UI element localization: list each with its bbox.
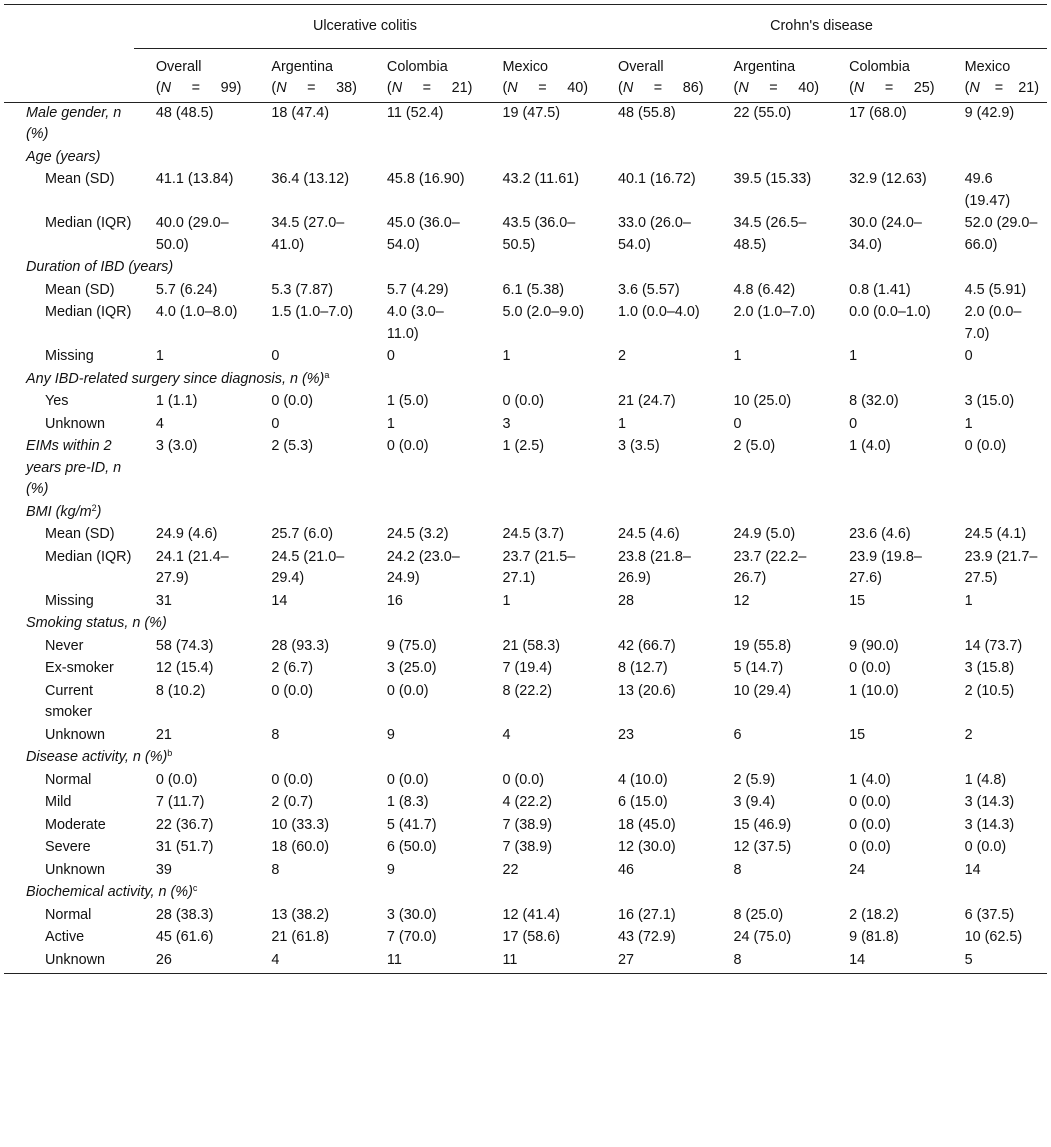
table-cell: 9 (42.9) xyxy=(964,104,1015,121)
table-cell: 3 xyxy=(502,415,511,432)
table-cell: 15 xyxy=(849,726,866,743)
table-row xyxy=(4,346,1047,369)
table-cell: 2 xyxy=(618,348,627,364)
table-cell: 14 (73.7) xyxy=(964,637,1023,654)
table-cell: 3 (14.3) xyxy=(964,794,1015,810)
table-cell: 10 (33.3) xyxy=(271,816,329,833)
column-header-name: Argentina xyxy=(271,58,333,75)
table-cell: 0 (0.0) xyxy=(849,839,891,855)
table-cell: 0 (0.0) xyxy=(964,438,1007,454)
table-row xyxy=(4,950,1047,974)
row-label: Unknown xyxy=(45,415,105,432)
table-row xyxy=(4,102,1047,147)
table-cell: 8 (32.0) xyxy=(849,393,899,409)
table-row xyxy=(4,436,1047,502)
column-header-name: Overall xyxy=(618,58,664,75)
table-cell: 16 xyxy=(386,592,403,609)
table-cell: 27 xyxy=(596,950,712,974)
table-cell: 17 (58.6) xyxy=(502,929,561,945)
group-header-cd: Crohn's disease xyxy=(596,5,1047,49)
column-header xyxy=(134,48,250,102)
table-cell: 24 xyxy=(849,861,866,878)
section-label: Duration of IBD (years) xyxy=(26,259,174,275)
row-label: Mean (SD) xyxy=(45,171,115,187)
table-cell: 6.1 (5.38) xyxy=(502,281,565,298)
table-cell: 0 xyxy=(849,415,858,432)
table-cell: 9 xyxy=(386,861,395,878)
table-cell: 2.0 (1.0–7.0) xyxy=(733,304,816,320)
table-cell: 1 (10.0) xyxy=(849,682,899,699)
table-cell: 0 (0.0) xyxy=(155,771,198,788)
table-row xyxy=(4,725,1047,748)
table-cell: 0 xyxy=(964,348,973,364)
table-cell: 0 (0.0) xyxy=(271,393,313,409)
table-row xyxy=(4,213,1047,257)
table-header xyxy=(4,5,1047,103)
table-cell: 48 (48.5) xyxy=(155,104,214,121)
section-row xyxy=(4,369,1047,392)
table-cell: 9 (75.0) xyxy=(386,637,437,654)
table-cell: 1 (4.8) xyxy=(964,771,1007,788)
table-cell: 3.6 (5.57) xyxy=(618,281,680,298)
table-cell: 52.0 (29.0–66.0) xyxy=(964,215,1038,253)
table-cell: 3 (15.0) xyxy=(964,393,1015,409)
table-cell: 18 (47.4) xyxy=(271,104,329,121)
table-cell: 6 xyxy=(733,726,742,743)
table-cell: 1 (4.0) xyxy=(849,438,891,454)
column-header-name: Colombia xyxy=(849,58,910,75)
table-cell: 0 xyxy=(271,415,280,432)
table-cell: 4 xyxy=(155,415,164,432)
table-row xyxy=(4,837,1047,860)
table-cell: 9 (90.0) xyxy=(849,637,899,654)
table-cell: 22 xyxy=(502,861,519,878)
column-header-n: (N = 40) xyxy=(733,80,820,96)
row-label: Missing xyxy=(45,592,94,609)
row-label: EIMs within 2 years pre-ID, n (%) xyxy=(26,438,122,497)
column-header-n: (N = 38) xyxy=(271,80,357,96)
table-cell: 28 xyxy=(618,592,635,609)
table-row xyxy=(4,391,1047,414)
table-row xyxy=(4,414,1047,437)
table-cell: 0 (0.0) xyxy=(386,438,429,454)
table-cell: 26 xyxy=(134,950,250,974)
row-label: Median (IQR) xyxy=(45,304,132,320)
table-cell: 0.0 (0.0–1.0) xyxy=(849,304,931,320)
table-cell: 0 (0.0) xyxy=(964,839,1007,855)
table-cell: 1 xyxy=(733,348,742,364)
table-cell: 9 (81.8) xyxy=(849,929,899,945)
table-cell: 21 (58.3) xyxy=(502,637,561,654)
table-row xyxy=(4,658,1047,681)
table-row xyxy=(4,815,1047,838)
section-label: Disease activity, n (%)$^b$ xyxy=(26,748,173,765)
table-cell: 9 xyxy=(386,726,395,743)
column-header-name: Mexico xyxy=(502,58,549,75)
table-cell: 12 (37.5) xyxy=(733,839,792,855)
table-cell: 31 xyxy=(155,592,172,609)
table-cell: 43.2 (11.61) xyxy=(502,171,579,187)
table-cell: 4.5 (5.91) xyxy=(964,281,1027,298)
table-cell: 24 (75.0) xyxy=(733,929,792,945)
table-cell: 40.0 (29.0–50.0) xyxy=(155,215,229,253)
table-cell: 1 xyxy=(618,415,627,432)
table-cell: 13 (20.6) xyxy=(618,682,676,699)
table-cell: 6 (15.0) xyxy=(618,794,668,810)
table-cell: 5.7 (4.29) xyxy=(386,281,449,298)
table-cell: 11 (52.4) xyxy=(386,104,444,121)
table-cell: 8 xyxy=(271,861,280,878)
table-cell: 10 (62.5) xyxy=(964,929,1023,945)
table-cell: 18 (45.0) xyxy=(618,816,676,833)
column-header-n: (N = 86) xyxy=(618,80,704,96)
table-cell: 14 xyxy=(271,592,288,609)
table-cell: 46 xyxy=(618,861,635,878)
table-cell: 28 (38.3) xyxy=(155,906,214,923)
column-header-name: Colombia xyxy=(386,58,448,75)
group-header-row xyxy=(4,5,1047,49)
section-label: BMI $(kg/m^2)$ xyxy=(26,502,102,520)
row-label: Median (IQR) xyxy=(45,548,132,565)
table-cell: 0 (0.0) xyxy=(849,816,891,833)
table-row xyxy=(4,547,1047,591)
table-cell: 0 (0.0) xyxy=(271,771,313,788)
table-cell: 43.5 (36.0–50.5) xyxy=(502,215,576,253)
table-cell: 23.6 (4.6) xyxy=(849,526,911,542)
corner-cell xyxy=(4,48,134,102)
row-label: Mild xyxy=(45,794,72,810)
table-cell: 41.1 (13.84) xyxy=(155,171,234,187)
corner-cell xyxy=(4,5,134,49)
table-cell: 7 (11.7) xyxy=(155,794,205,810)
table-cell: 21 (61.8) xyxy=(271,929,329,945)
table-cell: 3 (30.0) xyxy=(386,906,437,923)
row-label: Never xyxy=(45,637,84,654)
table-cell: 2 (6.7) xyxy=(271,660,313,676)
table-cell: 45.8 (16.90) xyxy=(386,171,465,187)
table-cell: 0 (0.0) xyxy=(386,771,429,788)
table-cell: 0 xyxy=(271,348,280,364)
table-cell: 8 xyxy=(712,950,828,974)
column-header-name: Overall xyxy=(155,58,202,75)
table-cell: 5.7 (6.24) xyxy=(155,281,218,298)
table-cell: 40.1 (16.72) xyxy=(618,171,696,187)
table-cell: 2 (0.7) xyxy=(271,794,313,810)
table-cell: 4 (22.2) xyxy=(502,794,553,810)
table-cell: 24.5 (3.2) xyxy=(386,526,449,542)
table-cell: 2 (5.3) xyxy=(271,438,313,454)
row-label: Unknown xyxy=(45,726,105,743)
table-cell: 18 (60.0) xyxy=(271,839,329,855)
table-cell: 23.9 (19.8–27.6) xyxy=(849,548,922,586)
table-cell: 33.0 (26.0–54.0) xyxy=(618,215,691,253)
table-cell: 1 xyxy=(155,348,164,364)
table-cell: 1.5 (1.0–7.0) xyxy=(271,304,353,320)
table-body xyxy=(4,102,1047,974)
table-row xyxy=(4,927,1047,950)
table-cell: 34.5 (26.5–48.5) xyxy=(733,215,807,253)
table-row xyxy=(4,591,1047,614)
row-label: Severe xyxy=(45,839,91,855)
table-cell: 1.0 (0.0–4.0) xyxy=(618,304,700,320)
table-cell: 1 xyxy=(502,348,511,364)
table-cell: 11 xyxy=(365,950,481,974)
table-cell: 23.8 (21.8–26.9) xyxy=(618,548,691,586)
table-cell: 0 (0.0) xyxy=(849,660,891,676)
table-cell: 15 xyxy=(849,592,866,609)
baseline-characteristics-table xyxy=(4,4,1047,974)
table-cell: 14 xyxy=(964,861,981,878)
table-cell: 10 (25.0) xyxy=(733,393,792,409)
table-cell: 0 (0.0) xyxy=(502,393,545,409)
column-header-n: (N = 40) xyxy=(502,80,588,96)
table-cell: 48 (55.8) xyxy=(618,104,676,121)
table-cell: 58 (74.3) xyxy=(155,637,214,654)
table-cell: 0 (0.0) xyxy=(502,771,545,788)
row-label: Yes xyxy=(45,393,69,409)
table-cell: 4.8 (6.42) xyxy=(733,281,796,298)
table-cell: 24.5 (3.7) xyxy=(502,526,565,542)
column-header xyxy=(249,48,365,102)
table-cell: 2 (5.0) xyxy=(733,438,776,454)
table-cell: 24.2 (23.0–24.9) xyxy=(386,548,460,586)
table-cell: 6 (50.0) xyxy=(386,839,437,855)
table-row xyxy=(4,524,1047,547)
row-label: Normal xyxy=(45,906,92,923)
section-row xyxy=(4,747,1047,770)
table-cell: 34.5 (27.0–41.0) xyxy=(271,215,345,253)
column-header xyxy=(827,48,943,102)
column-header-name: Argentina xyxy=(733,58,796,75)
table-cell: 2 (18.2) xyxy=(849,906,899,923)
table-cell: 24.9 (5.0) xyxy=(733,526,796,542)
row-label: Ex-smoker xyxy=(45,660,114,676)
row-label: Mean (SD) xyxy=(45,526,115,542)
table-cell: 5 xyxy=(943,950,1047,974)
table-cell: 49.6 (19.47) xyxy=(964,171,1011,209)
table-cell: 24.1 (21.4–27.9) xyxy=(155,548,229,586)
table-row xyxy=(4,280,1047,303)
table-cell: 6 (37.5) xyxy=(964,906,1015,923)
table-cell: 36.4 (13.12) xyxy=(271,171,349,187)
table-cell: 5 (41.7) xyxy=(386,816,437,833)
table-cell: 4.0 (1.0–8.0) xyxy=(155,304,238,320)
table-row xyxy=(4,905,1047,928)
table-cell: 15 (46.9) xyxy=(733,816,792,833)
row-label: Unknown xyxy=(45,861,105,878)
table-cell: 24.5 (21.0–29.4) xyxy=(271,548,345,586)
table-cell: 4 xyxy=(249,950,365,974)
table-cell: 8 (22.2) xyxy=(502,682,553,699)
table-cell: 23.9 (21.7–27.5) xyxy=(964,548,1038,586)
column-header xyxy=(596,48,712,102)
table-cell: 1 (4.0) xyxy=(849,771,891,788)
row-label: Mean (SD) xyxy=(45,281,115,298)
row-label: Active xyxy=(45,929,85,945)
row-label: Median (IQR) xyxy=(45,215,132,231)
column-header-n: (N = 25) xyxy=(849,80,935,96)
row-label: Missing xyxy=(45,348,94,364)
table-cell: 8 (12.7) xyxy=(618,660,668,676)
row-label: Current smoker xyxy=(45,682,93,720)
table-cell: 21 xyxy=(155,726,172,743)
table-row xyxy=(4,770,1047,793)
table-cell: 1 (2.5) xyxy=(502,438,545,454)
table-cell: 1 (5.0) xyxy=(386,393,429,409)
table-cell: 4 xyxy=(502,726,511,743)
table-cell: 7 (70.0) xyxy=(386,929,437,945)
table-cell: 39 xyxy=(155,861,172,878)
table-cell: 2 (10.5) xyxy=(964,682,1015,699)
column-header xyxy=(365,48,481,102)
table-cell: 3 (14.3) xyxy=(964,816,1015,833)
row-label: Unknown xyxy=(4,950,134,974)
section-label: Any IBD-related surgery since diagnosis, n (%)$^a$ xyxy=(26,369,330,387)
column-header xyxy=(480,48,596,102)
table-cell: 24.5 (4.1) xyxy=(964,526,1027,542)
section-label: Smoking status, n (%) xyxy=(26,615,167,631)
table-cell: 8 (25.0) xyxy=(733,906,784,923)
table-cell: 12 (41.4) xyxy=(502,906,561,923)
row-label: Male gender, n (%) xyxy=(26,104,122,142)
column-header xyxy=(943,48,1047,102)
table-cell: 3 (9.4) xyxy=(733,794,776,810)
table-cell: 1 xyxy=(386,415,395,432)
section-row xyxy=(4,147,1047,170)
column-header-n: (N = 99) xyxy=(155,80,242,96)
table-cell: 25.7 (6.0) xyxy=(271,526,333,542)
table-cell: 30.0 (24.0–34.0) xyxy=(849,215,922,253)
table-cell: 8 (10.2) xyxy=(155,682,206,699)
table-cell: 1 xyxy=(964,592,973,609)
table-cell: 4.0 (3.0–11.0) xyxy=(386,304,444,342)
table-cell: 3 (3.5) xyxy=(618,438,660,454)
table-cell: 23.7 (22.2–26.7) xyxy=(733,548,807,586)
table-row xyxy=(4,636,1047,659)
table-cell: 16 (27.1) xyxy=(618,906,676,923)
table-cell: 12 xyxy=(733,592,750,609)
row-label: Moderate xyxy=(45,816,106,833)
section-label: Age (years) xyxy=(26,148,101,165)
table-cell: 19 (55.8) xyxy=(733,637,792,654)
group-header-uc: Ulcerative colitis xyxy=(134,5,596,49)
table-row xyxy=(4,169,1047,213)
table-cell: 0 xyxy=(386,348,395,364)
table-cell: 42 (66.7) xyxy=(618,637,676,654)
table-cell: 23 xyxy=(618,726,635,743)
table-cell: 1 xyxy=(849,348,858,364)
column-header xyxy=(712,48,828,102)
column-header-n: (N = 21) xyxy=(964,80,1039,96)
table-cell: 1 (1.1) xyxy=(155,393,198,409)
table-cell: 22 (55.0) xyxy=(733,104,792,121)
table-cell: 12 (30.0) xyxy=(618,839,676,855)
table-cell: 5.0 (2.0–9.0) xyxy=(502,304,585,320)
table-cell: 1 xyxy=(964,415,973,432)
table-cell: 8 xyxy=(733,861,742,878)
table-cell: 22 (36.7) xyxy=(155,816,214,833)
table-cell: 32.9 (12.63) xyxy=(849,171,927,187)
table-cell: 0 (0.0) xyxy=(271,682,313,699)
table-row xyxy=(4,302,1047,346)
section-row xyxy=(4,502,1047,525)
table-cell: 7 (19.4) xyxy=(502,660,553,676)
column-header-row xyxy=(4,48,1047,102)
table-cell: 19 (47.5) xyxy=(502,104,561,121)
table-cell: 11 xyxy=(480,950,596,974)
table-row xyxy=(4,860,1047,883)
table-cell: 3 (3.0) xyxy=(155,438,198,454)
table-cell: 0 xyxy=(733,415,742,432)
table-cell: 5 (14.7) xyxy=(733,660,784,676)
table-cell: 2 xyxy=(964,726,973,743)
table-cell: 43 (72.9) xyxy=(618,929,676,945)
table-cell: 24.5 (4.6) xyxy=(618,526,680,542)
table-cell: 17 (68.0) xyxy=(849,104,907,121)
row-label: Normal xyxy=(45,771,92,788)
table-cell: 28 (93.3) xyxy=(271,637,329,654)
table-cell: 7 (38.9) xyxy=(502,816,553,833)
table-cell: 0 (0.0) xyxy=(386,682,429,699)
table-cell: 39.5 (15.33) xyxy=(733,171,812,187)
table-cell: 5.3 (7.87) xyxy=(271,281,333,298)
table-cell: 0.8 (1.41) xyxy=(849,281,911,298)
table-cell: 45 (61.6) xyxy=(155,929,214,945)
table-cell: 21 (24.7) xyxy=(618,393,676,409)
table-cell: 2 (5.9) xyxy=(733,771,776,788)
section-row xyxy=(4,257,1047,280)
section-label: Biochemical activity, n (%)$^c$ xyxy=(26,883,198,900)
section-row xyxy=(4,613,1047,636)
table-cell: 0 (0.0) xyxy=(849,794,891,810)
table-cell: 2.0 (0.0–7.0) xyxy=(964,304,1022,342)
column-header-name: Mexico xyxy=(964,58,1011,75)
table-cell: 24.9 (4.6) xyxy=(155,526,218,542)
table-cell: 1 (8.3) xyxy=(386,794,429,810)
table-cell: 23.7 (21.5–27.1) xyxy=(502,548,576,586)
table-row xyxy=(4,792,1047,815)
table-cell: 7 (38.9) xyxy=(502,839,553,855)
table-cell: 4 (10.0) xyxy=(618,771,668,788)
table-cell: 3 (15.8) xyxy=(964,660,1015,676)
table-cell: 31 (51.7) xyxy=(155,839,214,855)
table-cell: 3 (25.0) xyxy=(386,660,437,676)
table-cell: 45.0 (36.0–54.0) xyxy=(386,215,460,253)
table-cell: 10 (29.4) xyxy=(733,682,792,699)
section-row xyxy=(4,882,1047,905)
table-cell: 1 xyxy=(502,592,511,609)
table-row xyxy=(4,681,1047,725)
table-cell: 14 xyxy=(827,950,943,974)
column-header-n: (N = 21) xyxy=(386,80,473,96)
table-cell: 12 (15.4) xyxy=(155,660,214,676)
table-cell: 8 xyxy=(271,726,280,743)
table-cell: 13 (38.2) xyxy=(271,906,329,923)
